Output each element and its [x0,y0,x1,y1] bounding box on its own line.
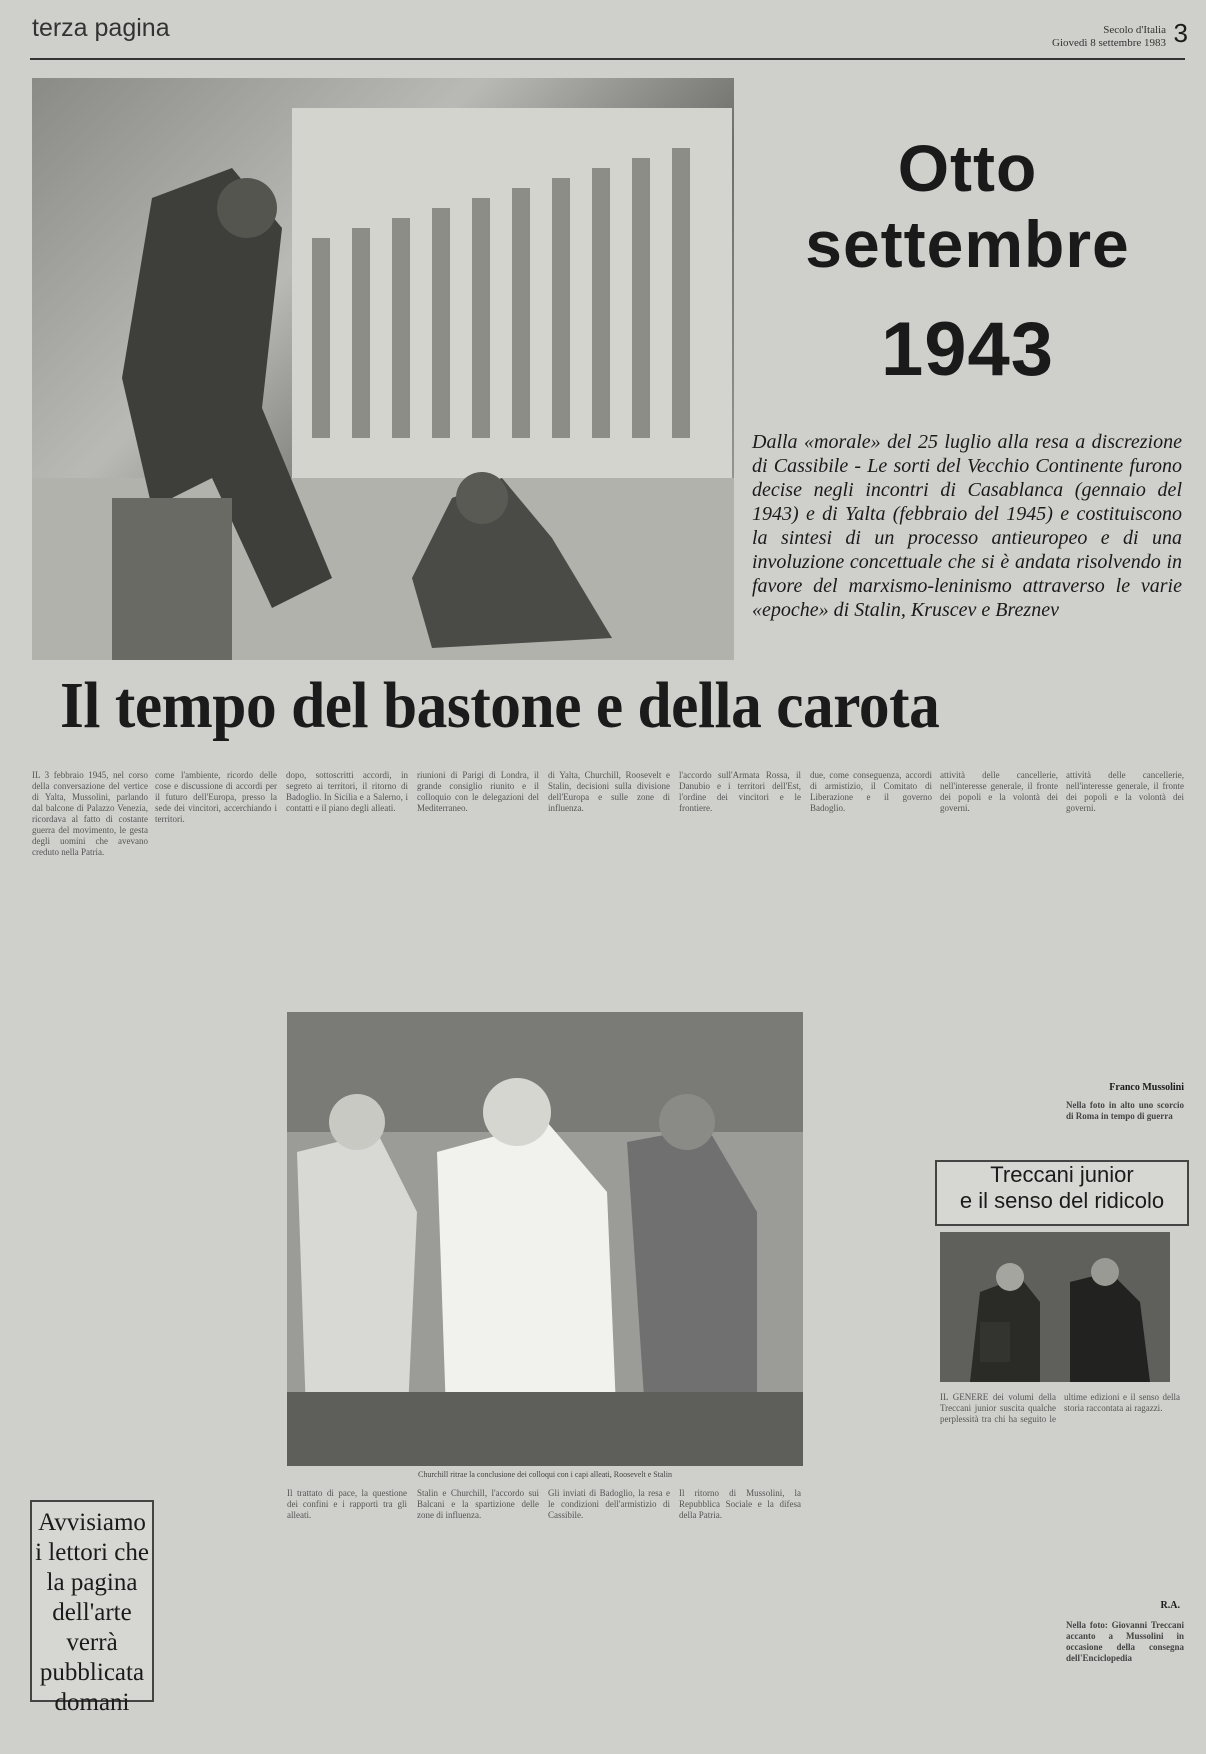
column-text: dopo, sottoscritti accordi, in segreto ai territori, il ritorno di Badoglio. In Sicilia e a Salerno, i contatti e il piano degli alleati. [286,770,408,813]
sidebar-title-box [935,1160,1189,1226]
column-text: due, come conseguenza, accordi di armistizio, il Comitato di Liberazione e il governo Badoglio. [810,770,932,813]
column-text: Il ritorno di Mussolini, la Repubblica Sociale e la difesa della Patria. [679,1488,801,1520]
column-text: di Yalta, Churchill, Roosevelt e Stalin, decisioni sulla divisione dell'Europa e sulle zone di influenza. [548,770,670,813]
article-lower-column-2 [417,1488,539,1713]
photo-caption: Churchill ritrae la conclusione dei colloqui con i capi alleati, Roosevelt e Stalin [418,1470,672,1479]
subheadline: Dalla «morale» del 25 luglio alla resa a discrezione di Cassibile - Le sorti del Vecchio Continente furono decise negli incontri di Casablanca (gennaio del 1943) e di Yalta (febbraio del 1945) e costituiscono la sintesi di un processo antieuropeo e di una involuzione concettuale che si è andata risolvendo in favore del marxismo-leninismo attraverso le varie «epoche» di Stalin, Kruscev e Breznev [752,431,1182,621]
sidebar-text: IL GENERE dei volumi della Treccani junior suscita qualche perplessità tra chi ha seguito le ultime edizioni e il senso della storia raccontata ai ragazzi. [940,1392,1180,1424]
masthead [1052,24,1166,50]
sidebar-photo [940,1232,1170,1382]
article-column-8 [940,770,1058,1130]
sidebar-signature: R.A. [1160,1600,1180,1611]
article-lower-column-3 [548,1488,670,1713]
sidebar-title-line-1: Treccani junior [990,1162,1134,1187]
sidebar-title-line-2: e il senso del ridicolo [959,1188,1165,1213]
headline: Il tempo del bastone e della carota [60,669,940,742]
header-rule [30,58,1185,60]
article-column-3 [286,770,408,1000]
column-text: l'accordo sull'Armata Rossa, il Danubio e i territori dell'Est, l'ordine dei vincitori e le frontiere. [679,770,801,813]
article-column-9 [1066,770,1184,1070]
column-text: Stalin e Churchill, l'accordo sui Balcani e la spartizione delle zone di influenza. [417,1488,539,1520]
article-lower-column-1 [287,1488,407,1713]
article-signature: Franco Mussolini [1109,1082,1184,1093]
issue-date: Giovedì 8 settembre 1983 [1052,37,1166,49]
article-column-1 [32,770,148,1485]
column-text: IL 3 febbraio 1945, nel corso della conversazione del vertice di Yalta, Mussolini, parlando dal balcone di Palazzo Venezia, ricordava al fatto di costante guerra del movimento, le gesta degli uomini che avevano creduto nella Patria. [32,770,148,857]
column-text: attività delle cancellerie, nell'interesse generale, il fronte dei popoli e la volontà dei governi. [1066,770,1184,813]
paper-name: Secolo d'Italia [1103,24,1166,36]
column-text: Il trattato di pace, la questione dei confini e i rapporti tra gli alleati. [287,1488,407,1520]
column-text: come l'ambiente, ricordo delle cose e discussione di accordi per il futuro dell'Europa, presso la sede dei vincitori, accerchiando i territori. [155,770,277,824]
column-text: riunioni di Parigi di Londra, il grande consiglio riunito e il colloquio con le delegazioni del Mediterraneo. [417,770,539,813]
title-line-3: 1943 [880,307,1055,392]
column-text: Gli inviati di Badoglio, la resa e le condizioni dell'armistizio di Cassibile. [548,1488,670,1520]
top-photo [32,78,734,660]
article-column-7 [810,770,932,1710]
feature-title [750,130,1185,392]
section-label: terza pagina [32,14,170,42]
article-column-2 [155,770,277,1000]
title-line-2: settembre [805,207,1130,281]
conference-photo [287,1012,803,1466]
sidebar-note: Nella foto: Giovanni Treccani accanto a Mussolini in occasione della consegna dell'Enciclopedia [1066,1620,1184,1663]
article-column-5 [548,770,670,1000]
article-column-4 [417,770,539,1000]
article-lower-column-4 [679,1488,801,1713]
notice-box: Avvisiamo i lettori che la pagina dell'arte verrà pubblicata domani [30,1500,154,1702]
title-line-1: Otto [897,131,1038,205]
article-note: Nella foto in alto uno scorcio di Roma in tempo di guerra [1066,1100,1184,1121]
column-text: attività delle cancellerie, nell'interesse generale, il fronte dei popoli e la volontà dei governi. [940,770,1058,813]
page-number: 3 [1173,18,1188,48]
article-column-6 [679,770,801,1000]
